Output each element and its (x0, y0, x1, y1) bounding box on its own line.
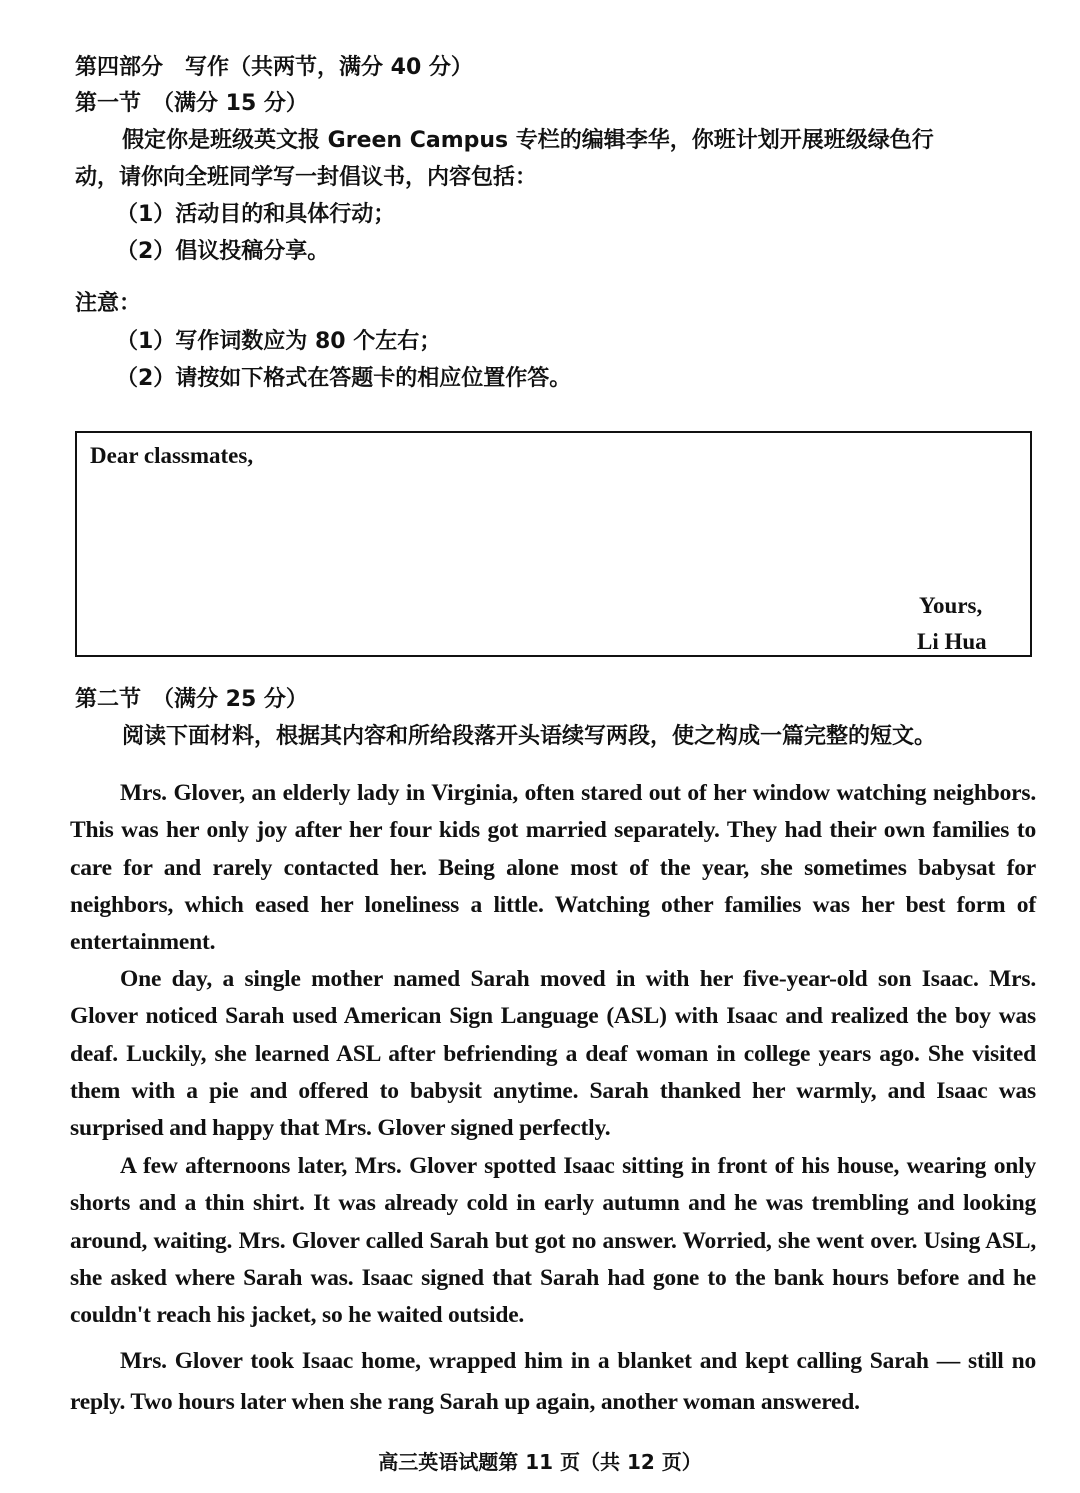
note-2: （2）请按如下格式在答题卡的相应位置作答。 (116, 366, 572, 391)
letter-format-box (75, 431, 1032, 657)
passage-paragraph-2: One day, a single mother named Sarah moved in with her five-year-old son Isaac. Mrs. Glover noticed Sarah used American Sign Language (ASL) with Isaac and realized the boy was deaf. Luckily, she learned ASL after befriending a deaf woman in college years ago. She visited them with a pie and offered to babysit anytime. Sarah thanked her warmly, and Isaac was surprised and happy that Mrs. Glover signed perfectly. (70, 966, 1036, 1142)
section1-item-1: （1）活动目的和具体行动； (116, 202, 396, 227)
passage-paragraph-4: Mrs. Glover took Isaac home, wrapped him in a blanket and kept calling Sarah — still no reply. Two hours later when she rang Sarah up again, another woman answered. (70, 1348, 1036, 1415)
page-footer: 高三英语试题第 11 页（共 12 页） (378, 1450, 702, 1474)
passage-paragraph-3: A few afternoons later, Mrs. Glover spotted Isaac sitting in front of his house, wearing only shorts and a thin shirt. It was already cold in early autumn and he was trembling and looking around, waiting. Mrs. Glover called Sarah but got no answer. Worried, she went over. Using ASL, she asked where Sarah was. Isaac signed that Sarah had gone to the bank hours before and he couldn't reach his jacket, so he waited outside. (70, 1153, 1036, 1329)
section1-intro-line1: 假定你是班级英文报 Green Campus 专栏的编辑李华，你班计划开展班级绿色行 (122, 128, 934, 153)
section2-instruction: 阅读下面材料，根据其内容和所给段落开头语续写两段，使之构成一篇完整的短文。 (122, 724, 937, 749)
note-1: （1）写作词数应为 80 个左右； (116, 329, 442, 354)
part-title: 第四部分 写作（共两节，满分 40 分） (75, 55, 473, 80)
letter-salutation: Dear classmates, (90, 443, 254, 468)
section1-intro-line2: 动，请你向全班同学写一封倡议书，内容包括： (75, 165, 538, 190)
passage-paragraph-1: Mrs. Glover, an elderly lady in Virginia, often stared out of her window watching neighbors. This was her only joy after her four kids got married separately. They had their own families to care for and rarely contacted her. Being alone most of the year, she sometimes babysat for neighbors, which eased her loneliness a little. Watching other families was her best form of entertainment. (70, 780, 1036, 956)
letter-signature: Li Hua (917, 629, 987, 654)
letter-closing: Yours, (919, 593, 983, 618)
section1-title: 第一节 （满分 15 分） (75, 91, 308, 116)
notes-label: 注意： (75, 291, 142, 316)
section2-title: 第二节 （满分 25 分） (75, 687, 308, 712)
section1-item-2: （2）倡议投稿分享。 (116, 239, 330, 264)
